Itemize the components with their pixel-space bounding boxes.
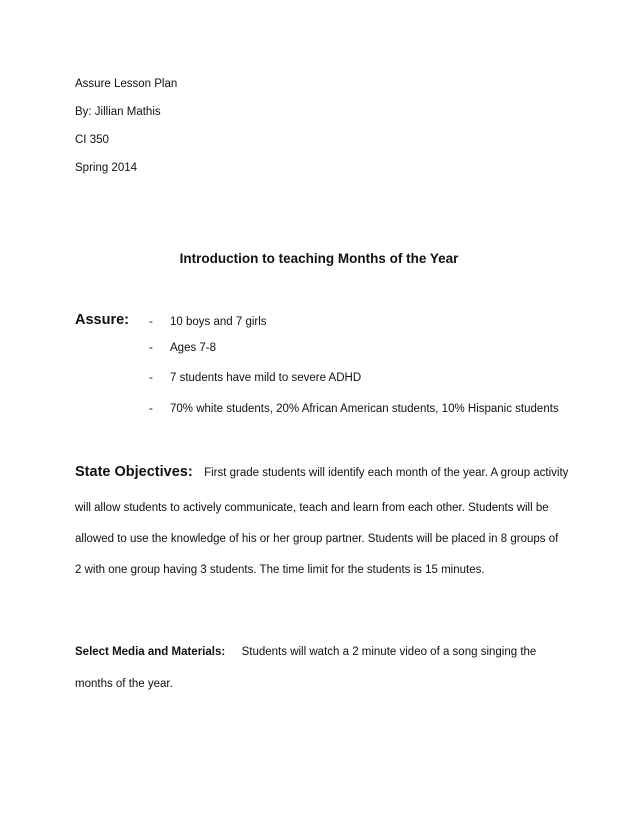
select-media-line: months of the year. bbox=[75, 678, 173, 690]
assure-bullet-dash: - bbox=[149, 403, 153, 415]
header-author: By: Jillian Mathis bbox=[75, 106, 161, 118]
assure-bullet-dash: - bbox=[149, 342, 153, 354]
assure-bullet-dash: - bbox=[149, 316, 153, 328]
header-term: Spring 2014 bbox=[75, 162, 138, 174]
state-objectives-line: will allow students to actively communicate, teach and learn from each other. Students will be bbox=[75, 502, 549, 514]
select-media-paragraph-first-line bbox=[75, 645, 536, 659]
assure-bullet-dash: - bbox=[149, 372, 153, 384]
header-doc-type: Assure Lesson Plan bbox=[75, 78, 178, 90]
state-objectives-line: First grade students will identify each month of the year. A group activity bbox=[204, 467, 569, 479]
state-objectives-line: 2 with one group having 3 students. The time limit for the students is 15 minutes. bbox=[75, 564, 485, 576]
assure-bullet-text: 7 students have mild to severe ADHD bbox=[170, 372, 362, 384]
header-course: CI 350 bbox=[75, 134, 109, 146]
state-objectives-paragraph-first-line bbox=[75, 465, 568, 480]
assure-heading: Assure: bbox=[75, 312, 129, 328]
select-media-line: Students will watch a 2 minute video of a song singing the bbox=[241, 646, 537, 658]
document-title: Introduction to teaching Months of the Year bbox=[179, 251, 459, 266]
state-objectives-line: allowed to use the knowledge of his or her group partner. Students will be placed in 8 groups of bbox=[75, 533, 559, 545]
assure-bullet-text: 70% white students, 20% African American students, 10% Hispanic students bbox=[170, 403, 559, 415]
state-objectives-heading: State Objectives: bbox=[75, 464, 193, 480]
assure-bullet-text: 10 boys and 7 girls bbox=[170, 316, 267, 328]
assure-bullet-text: Ages 7-8 bbox=[170, 342, 217, 354]
select-media-heading: Select Media and Materials: bbox=[75, 646, 226, 658]
